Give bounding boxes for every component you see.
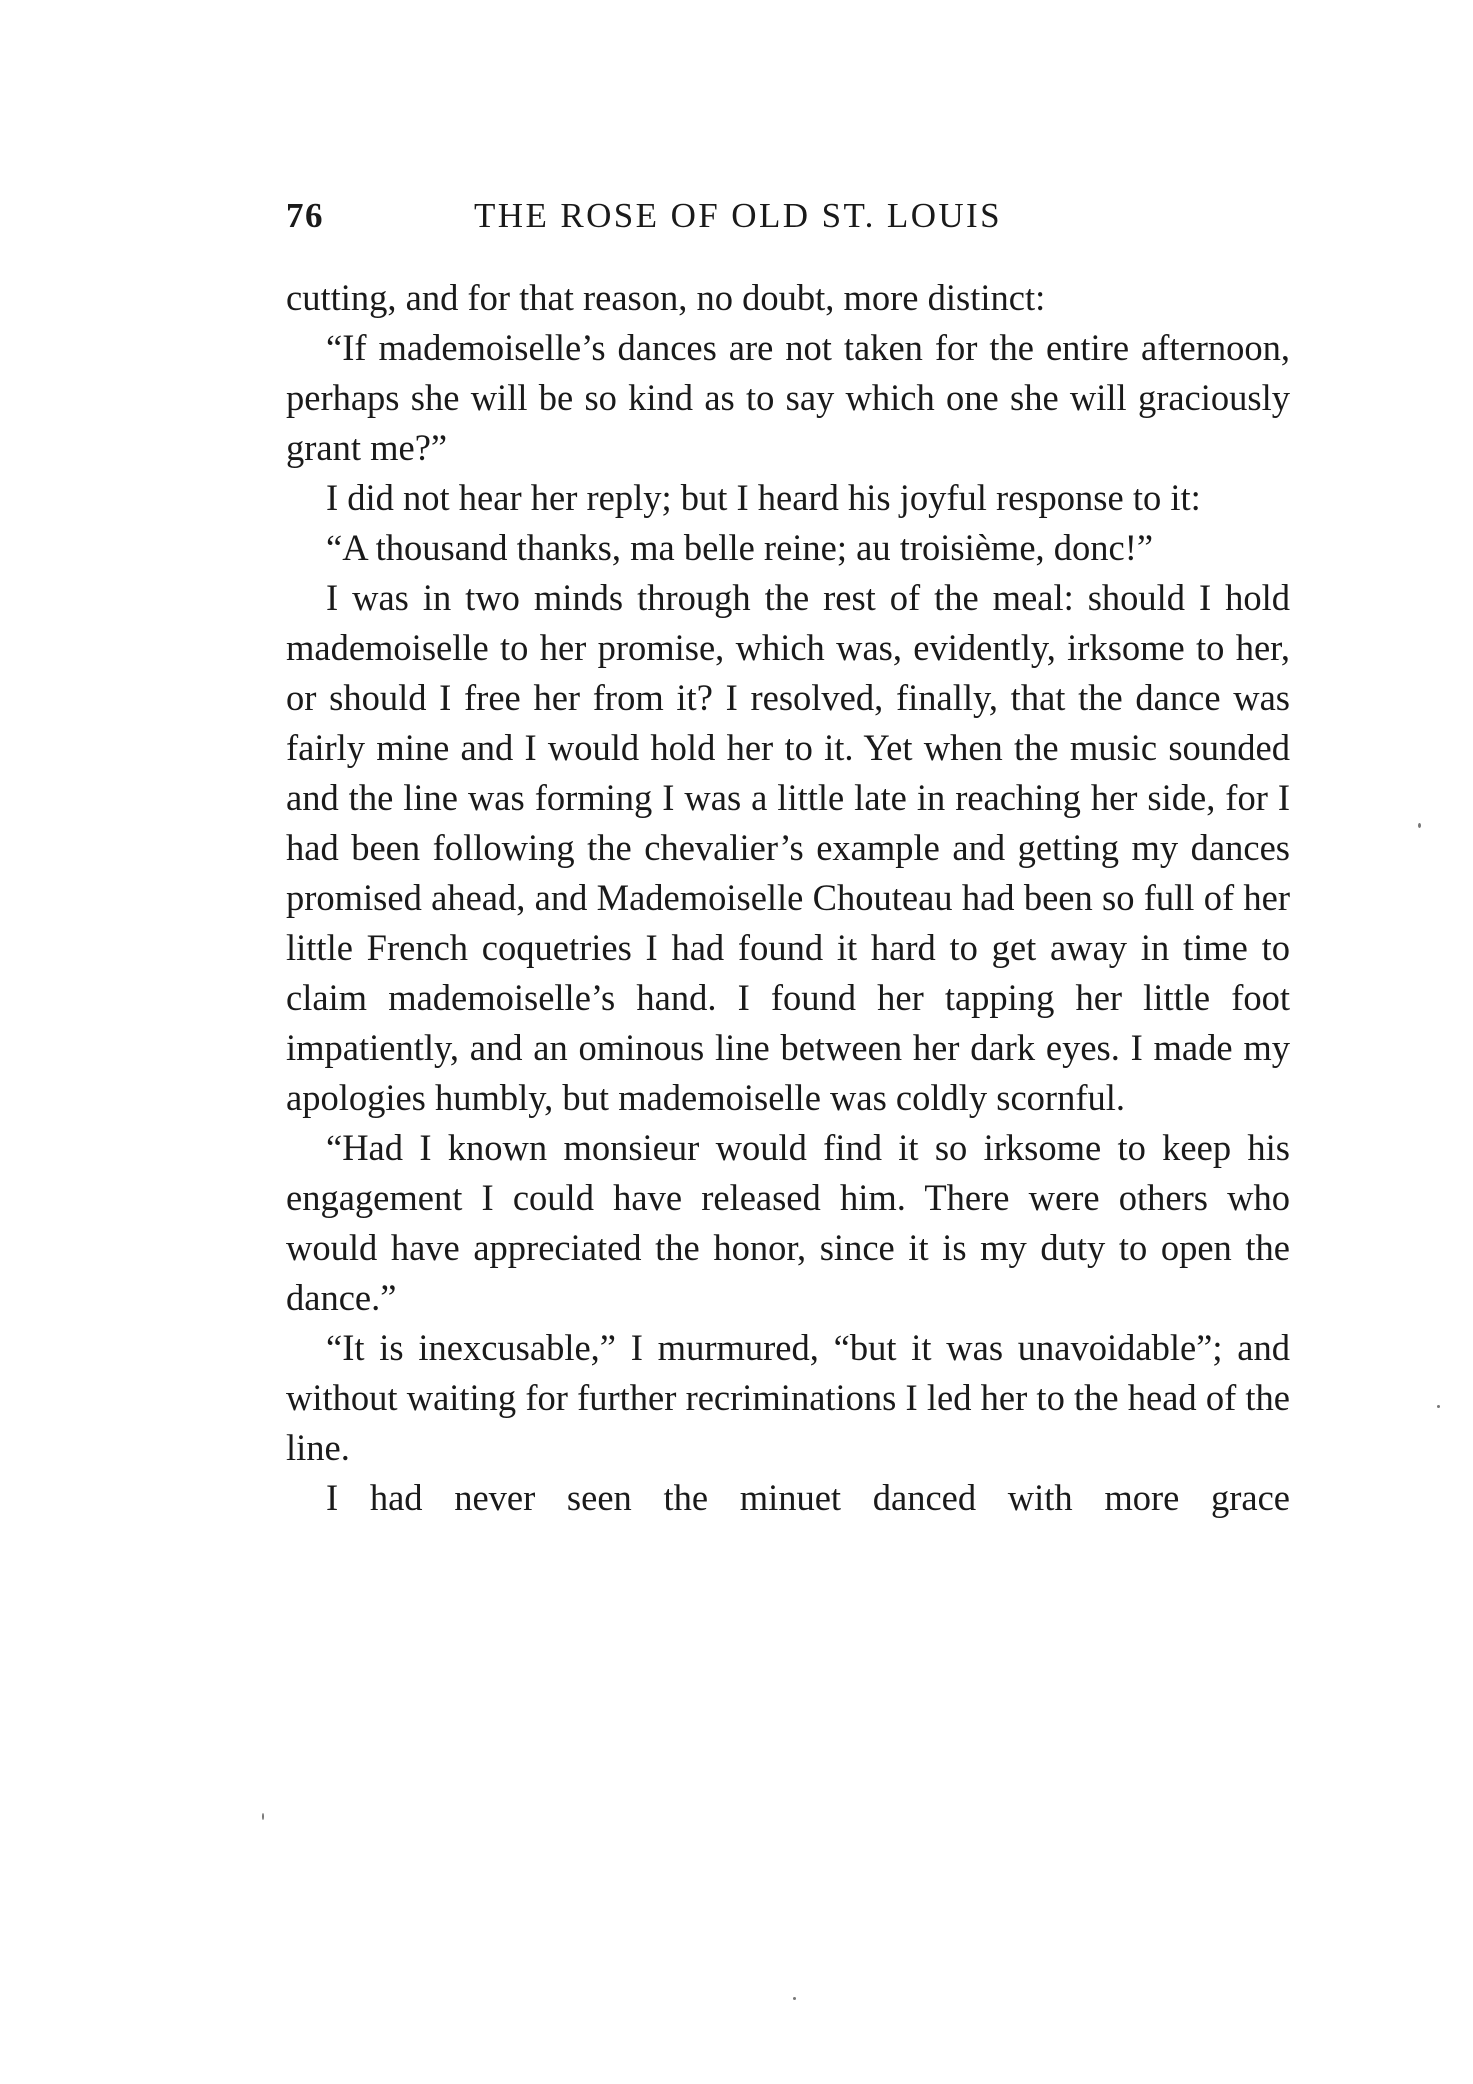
running-head: THE ROSE OF OLD ST. LOUIS xyxy=(474,196,1002,235)
scan-speck xyxy=(262,1813,264,1820)
paragraph: cutting, and for that reason, no doubt, more distinct: xyxy=(286,277,1046,318)
paragraph: I was in two minds through the rest of the meal: should I hold mademoiselle to her promise, which was, evidently, irksome to her, or should I free her from it? I resolved, finally, that the dance was fairly mine and I would hold her to it. Yet when the music sounded and the line was forming I was a little late in reaching her side, for I had been following the chevalier’s example and getting my dances promised ahead, and Mademoiselle Chouteau had been so full of her little French coquetries I had found it hard to get away in time to claim mademoiselle’s hand. I found her tapping her little foot impatiently, and an ominous line between her dark eyes. I made my apologies humbly, but mademoiselle was coldly scornful. xyxy=(286,577,1290,1118)
scan-speck xyxy=(1418,823,1421,828)
paragraph: “A thousand thanks, ma belle reine; au troisième, donc!” xyxy=(326,527,1154,568)
scan-speck xyxy=(793,1997,796,2000)
paragraph: “It is inexcusable,” I murmured, “but it was unavoidable”; and without waiting for further recriminations I led her to the head of the line. xyxy=(286,1327,1290,1468)
paragraph: I had never seen the minuet danced with more grace xyxy=(326,1477,1290,1518)
paragraph: “If mademoiselle’s dances are not taken for the entire afternoon, perhaps she will be so kind as to say which one she will graciously grant me?” xyxy=(286,327,1290,468)
paragraph: I did not hear her reply; but I heard his joyful response to it: xyxy=(326,477,1201,518)
paragraph: “Had I known monsieur would find it so irksome to keep his engagement I could have released him. There were others who would have appreciated the honor, since it is my duty to open the dance.” xyxy=(286,1127,1290,1318)
body-text xyxy=(286,273,1290,1523)
scan-speck xyxy=(1437,1405,1440,1408)
page-number: 76 xyxy=(286,196,324,235)
page-header xyxy=(286,196,1286,246)
